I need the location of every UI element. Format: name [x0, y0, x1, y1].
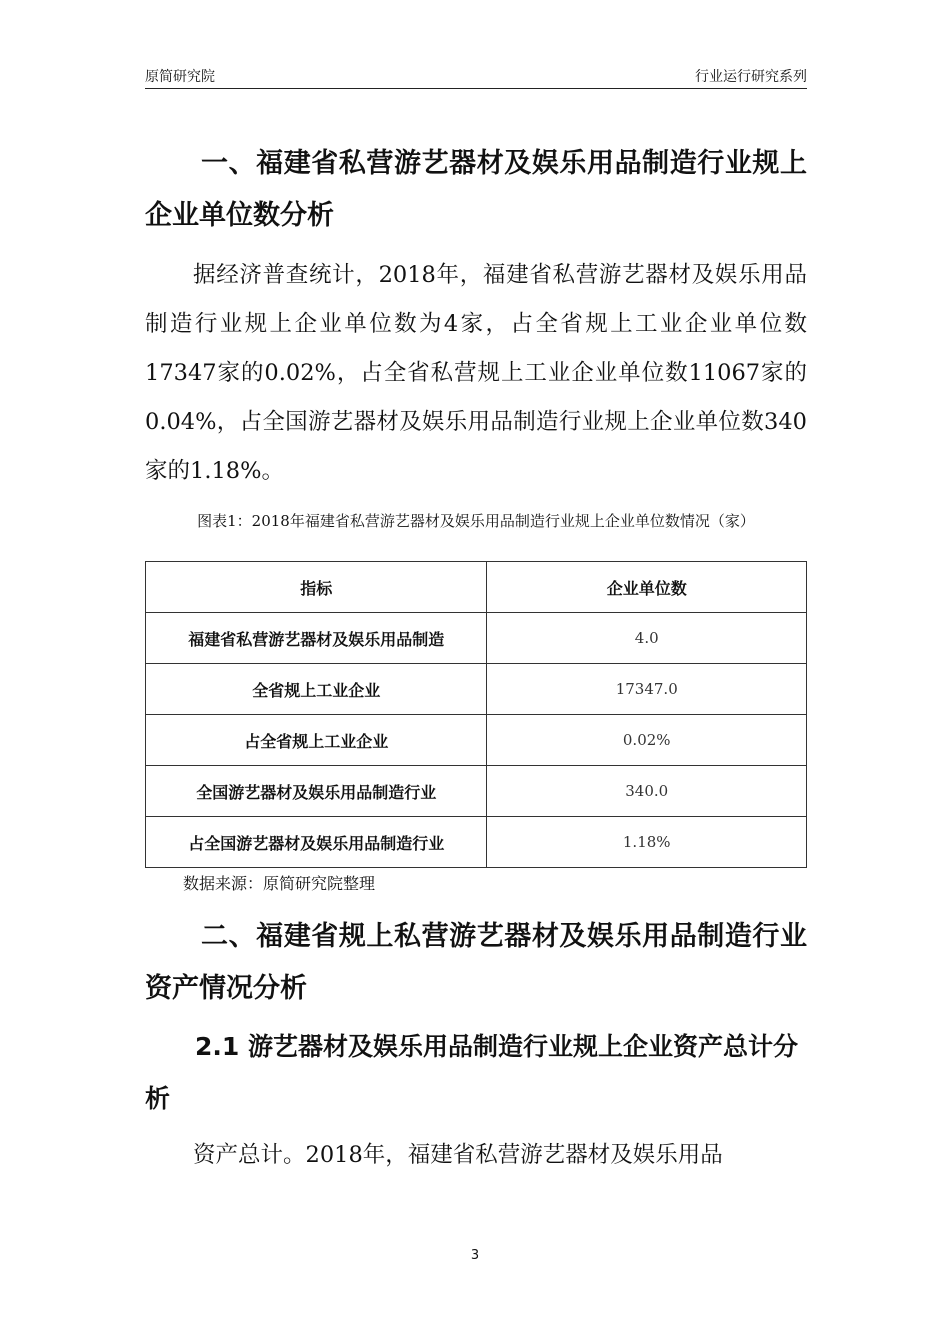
header-org-name: 原简研究院: [145, 69, 215, 85]
column-header-indicator: 指标: [146, 562, 487, 613]
table-caption: 图表1：2018年福建省私营游艺器材及娱乐用品制造行业规上企业单位数情况（家）: [197, 512, 755, 530]
page-header: [145, 62, 807, 89]
row-indicator: 占全国游艺器材及娱乐用品制造行业: [146, 817, 487, 868]
table-row: [146, 613, 807, 664]
row-value: 4.0: [487, 613, 807, 664]
section1-paragraph: 据经济普查统计，2018年，福建省私营游艺器材及娱乐用品制造行业规上企业单位数为4家，占全省规上工业企业单位数17347家的0.02%，占全省私营规上工业企业单位数11067家的0.04%，占全国游艺器材及娱乐用品制造行业规上企业单位数340家的1.18%。: [145, 262, 807, 484]
row-indicator: 占全省规上工业企业: [146, 715, 487, 766]
enterprise-count-table: [145, 561, 807, 868]
table-row: [146, 664, 807, 715]
row-indicator: 全省规上工业企业: [146, 664, 487, 715]
subsection-2-1-title: 2.1 游艺器材及娱乐用品制造行业规上企业资产总计分析: [145, 1032, 798, 1113]
row-value: 17347.0: [487, 664, 807, 715]
row-value: 1.18%: [487, 817, 807, 868]
column-header-value: 企业单位数: [487, 562, 807, 613]
table-row: [146, 817, 807, 868]
row-indicator: 全国游艺器材及娱乐用品制造行业: [146, 766, 487, 817]
table-header-row: [146, 562, 807, 613]
page-number: 3: [470, 1248, 480, 1263]
header-series-name: 行业运行研究系列: [695, 69, 807, 85]
row-value: 0.02%: [487, 715, 807, 766]
section2-title: 二、福建省规上私营游艺器材及娱乐用品制造行业资产情况分析: [145, 921, 807, 1004]
table-source-note: 数据来源：原简研究院整理: [183, 874, 376, 893]
table-row: [146, 715, 807, 766]
section1-title: 一、福建省私营游艺器材及娱乐用品制造行业规上企业单位数分析: [145, 148, 807, 231]
row-value: 340.0: [487, 766, 807, 817]
row-indicator: 福建省私营游艺器材及娱乐用品制造: [146, 613, 487, 664]
table-row: [146, 766, 807, 817]
section2-paragraph: 资产总计。2018年，福建省私营游艺器材及娱乐用品: [193, 1142, 723, 1168]
